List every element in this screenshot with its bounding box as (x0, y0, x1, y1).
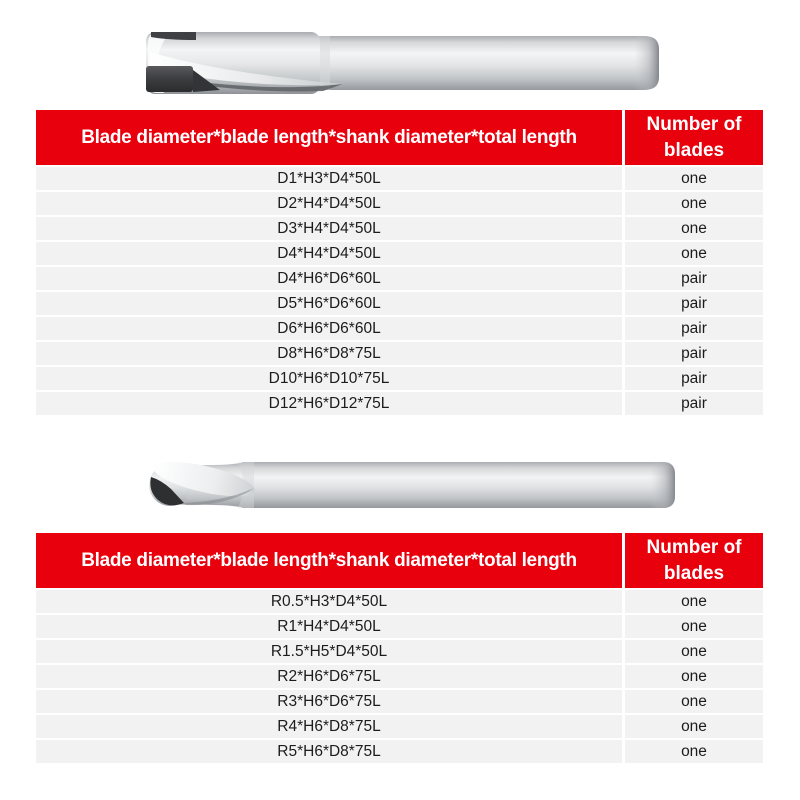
spec-cell: D8*H6*D8*75L (36, 342, 622, 365)
blade-count-cell: pair (625, 317, 763, 340)
spec-cell: D2*H4*D4*50L (36, 192, 622, 215)
spec-column-header: Blade diameter*blade length*shank diameter*total length (36, 110, 625, 165)
blade-count-cell: one (625, 242, 763, 265)
spec-cell: D4*H6*D6*60L (36, 267, 622, 290)
table-row (36, 317, 763, 340)
table-body (36, 167, 763, 415)
table-row (36, 715, 763, 738)
blade-count-cell: one (625, 740, 763, 763)
spec-cell: D10*H6*D10*75L (36, 367, 622, 390)
spec-table-flat-end-mill (36, 110, 763, 415)
spec-cell: R0.5*H3*D4*50L (36, 590, 622, 613)
spec-cell: R1*H4*D4*50L (36, 615, 622, 638)
table-row (36, 690, 763, 713)
blade-count-cell: one (625, 715, 763, 738)
spec-cell: D12*H6*D12*75L (36, 392, 622, 415)
spec-cell: D3*H4*D4*50L (36, 217, 622, 240)
spec-cell: D5*H6*D6*60L (36, 292, 622, 315)
blade-count-cell: one (625, 590, 763, 613)
spec-cell: R1.5*H5*D4*50L (36, 640, 622, 663)
spec-cell: R2*H6*D6*75L (36, 665, 622, 688)
table-row (36, 217, 763, 240)
spec-cell: R5*H6*D8*75L (36, 740, 622, 763)
blade-count-cell: pair (625, 267, 763, 290)
table-row (36, 167, 763, 190)
flat-end-mill-drawing (138, 26, 668, 100)
table-row (36, 292, 763, 315)
table-body (36, 590, 763, 763)
spec-cell: R3*H6*D6*75L (36, 690, 622, 713)
blade-count-cell: one (625, 167, 763, 190)
blade-count-cell: one (625, 217, 763, 240)
blade-count-cell: one (625, 192, 763, 215)
table-row (36, 640, 763, 663)
blade-count-cell: pair (625, 392, 763, 415)
table-header (36, 110, 763, 165)
spec-cell: D6*H6*D6*60L (36, 317, 622, 340)
blade-count-cell: pair (625, 367, 763, 390)
blade-count-column-header: Number of blades (646, 536, 742, 584)
spec-cell: D1*H3*D4*50L (36, 167, 622, 190)
table-row (36, 267, 763, 290)
blade-count-cell: one (625, 690, 763, 713)
table-row (36, 367, 763, 390)
flat-end-mill-image (138, 26, 668, 100)
table-row (36, 740, 763, 763)
table-row (36, 242, 763, 265)
blade-count-cell: one (625, 615, 763, 638)
spec-cell: D4*H4*D4*50L (36, 242, 622, 265)
table-header (36, 533, 763, 588)
table-row (36, 615, 763, 638)
round-nose-end-mill-drawing (142, 458, 677, 512)
blade-count-cell: one (625, 640, 763, 663)
table-row (36, 192, 763, 215)
blade-count-cell: pair (625, 342, 763, 365)
blade-count-cell: one (625, 665, 763, 688)
table-row (36, 590, 763, 613)
spec-column-header: Blade diameter*blade length*shank diameter*total length (36, 533, 625, 588)
table-row (36, 342, 763, 365)
blade-count-column-header: Number of blades (646, 113, 742, 161)
spec-cell: R4*H6*D8*75L (36, 715, 622, 738)
blade-count-cell: pair (625, 292, 763, 315)
table-row (36, 392, 763, 415)
table-row (36, 665, 763, 688)
round-nose-end-mill-image (142, 458, 677, 512)
spec-table-round-nose-end-mill (36, 533, 763, 763)
